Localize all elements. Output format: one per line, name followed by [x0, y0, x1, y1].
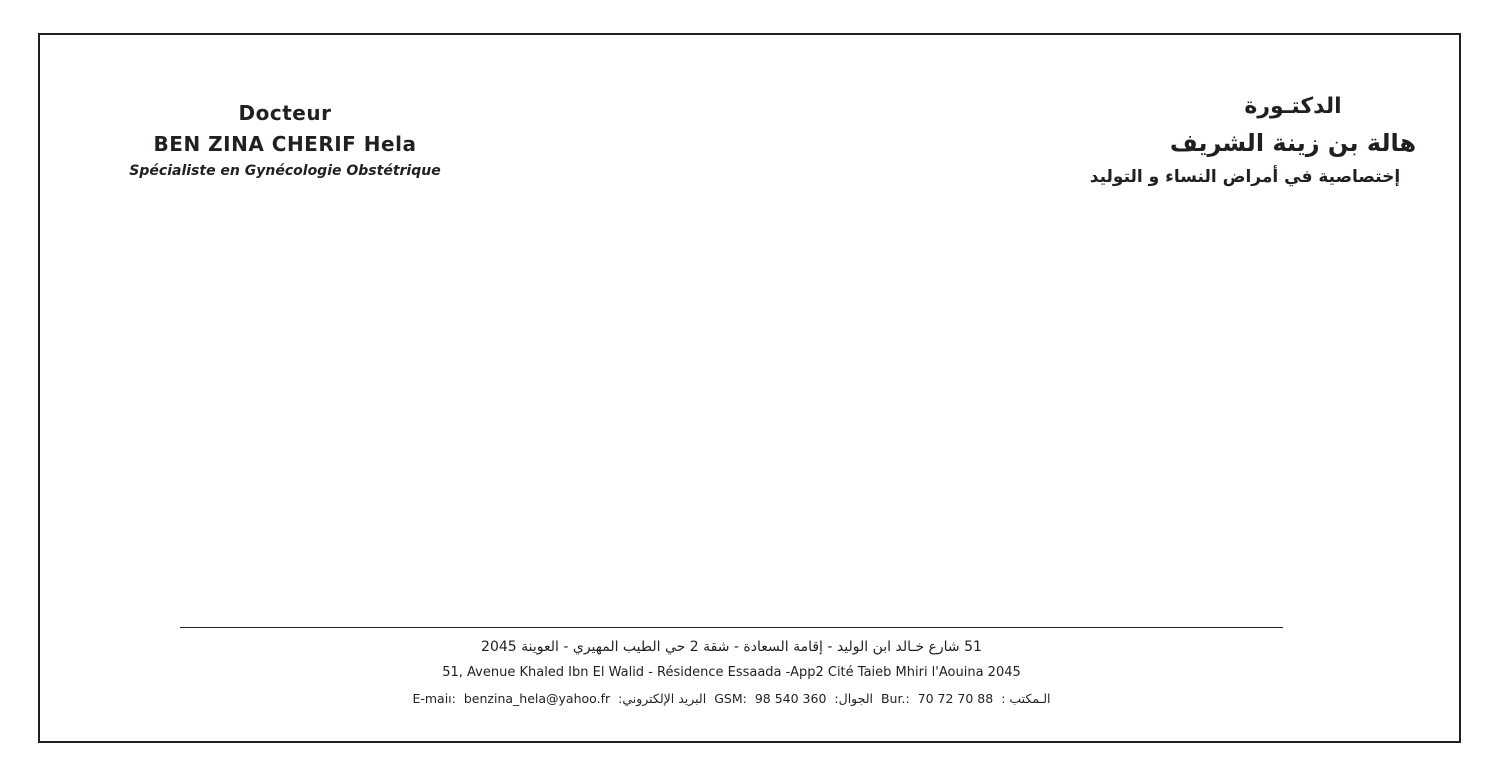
contact-line [180, 686, 1283, 712]
header-arabic [1065, 90, 1425, 192]
footer-divider [180, 627, 1283, 628]
bur-number: 70 72 70 88 [917, 691, 994, 706]
address-ar: 51 شارع خـالد ابن الوليد - إقامة السعادة - شقة 2 حي الطيب المهيري - العوينة 2045 [481, 639, 982, 655]
email-label-fr: E-maiı: [412, 691, 456, 706]
header-french [105, 98, 465, 182]
bur-label-ar: الـمكتب : [1001, 691, 1051, 706]
email-address: benzina_hela@yahoo.fr [463, 691, 611, 706]
footer [180, 634, 1283, 712]
specialty-fr: Spécialiste en Gynécologie Obstétrique [129, 163, 441, 179]
specialty-ar: إختصاصية في أمراض النساء و التوليد [1089, 167, 1401, 187]
email-label-ar: البريد الإلكتروني: [618, 691, 707, 706]
address-fr: 51, Avenue Khaled Ibn El Walid - Résidence Essaada -App2 Cité Taieb Mhiri l'Aouina 2045 [442, 665, 1021, 680]
gsm-number: 98 540 360 [754, 691, 827, 706]
doctor-title-fr: Docteur [238, 101, 332, 125]
gsm-label: GSM: [714, 691, 747, 706]
doctor-title-ar: الدكتـورة [1244, 94, 1342, 119]
doctor-name-ar: هالة بن زينة الشريف [1169, 129, 1417, 157]
gsm-label-ar: الجوال: [834, 691, 873, 706]
bur-label: Bur.: [880, 691, 910, 706]
doctor-name-fr: BEN ZINA CHERIF Hela [153, 132, 417, 156]
